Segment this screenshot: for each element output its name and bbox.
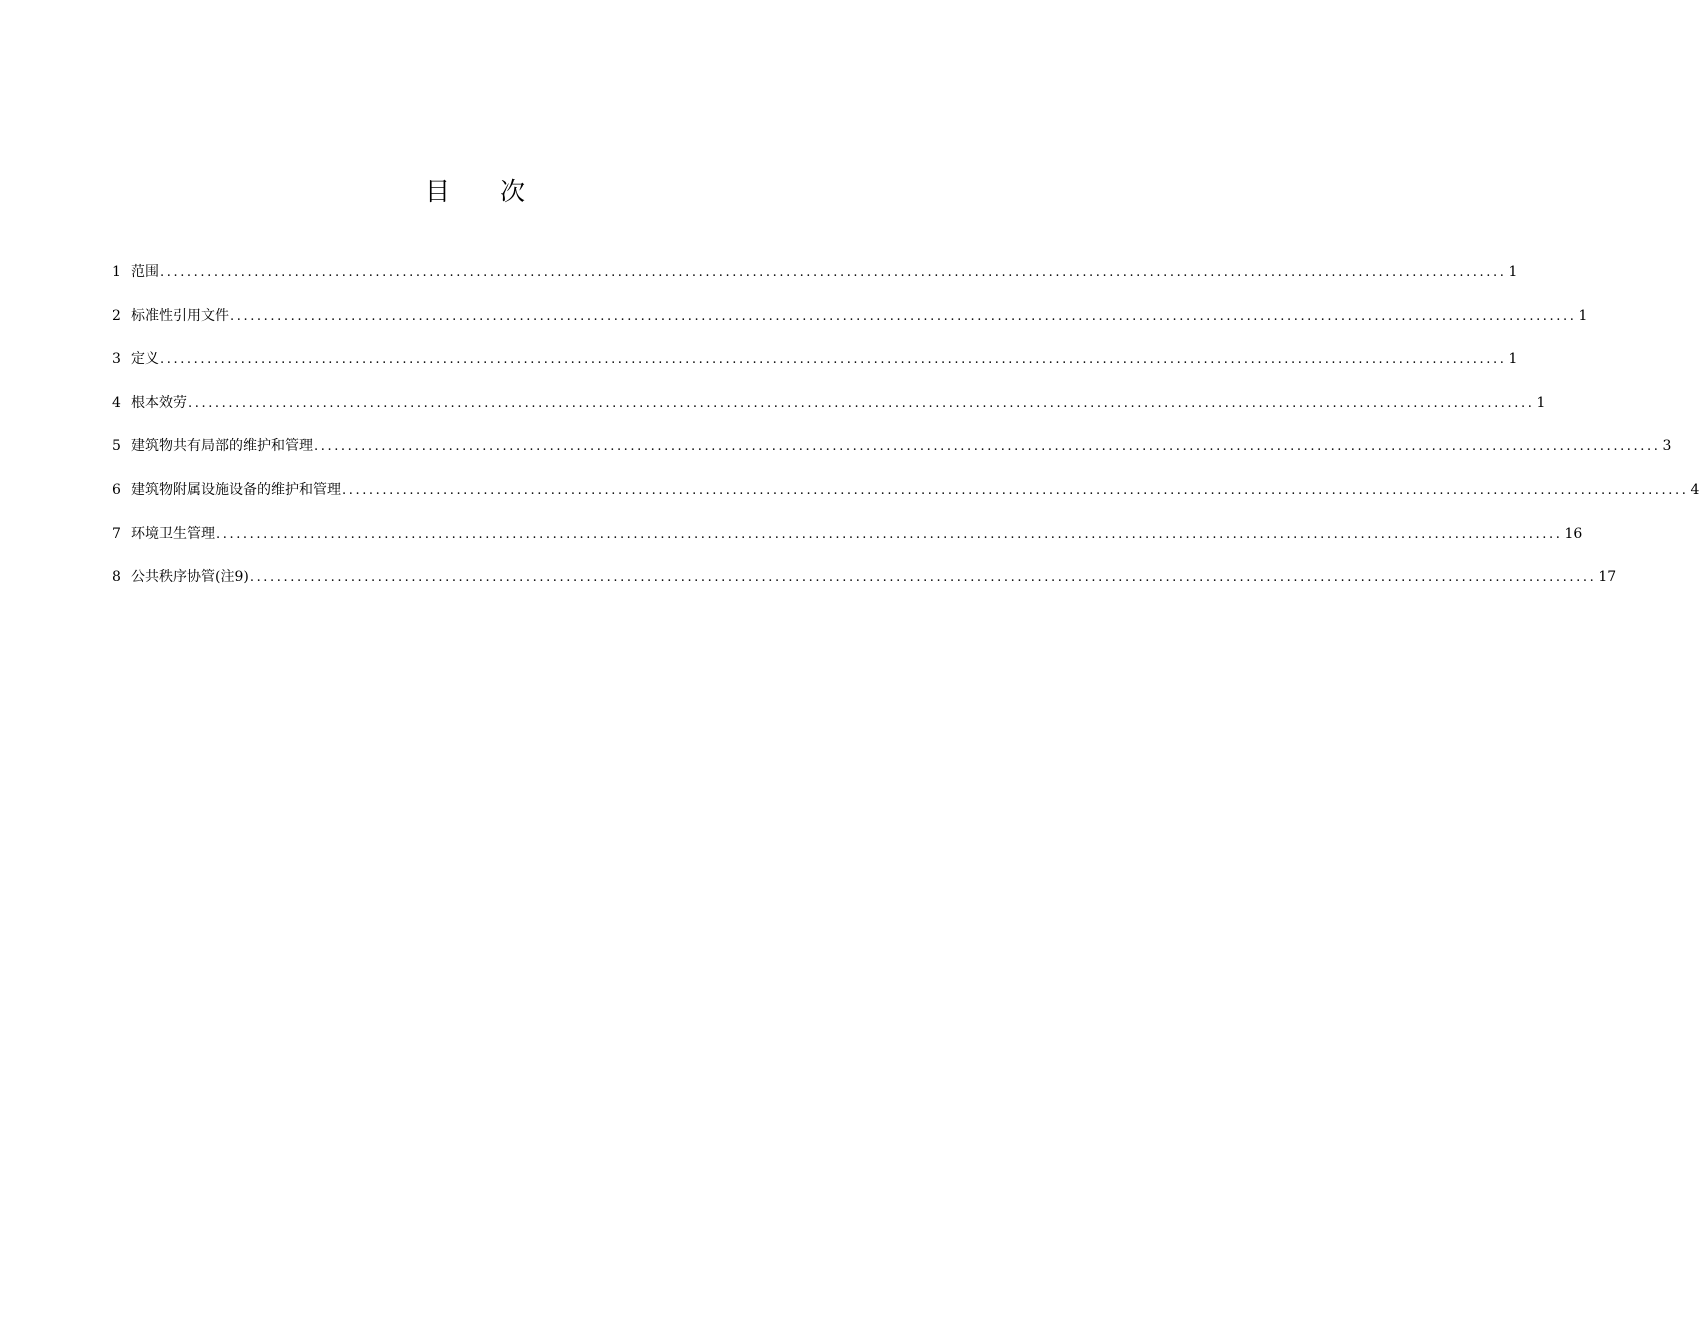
- toc-dot-leader: ........................................................................................................................................................................................................: [160, 265, 1507, 280]
- toc-entry-title: 公共秩序协管(注9): [131, 569, 249, 586]
- toc-entry-number: 4: [112, 394, 121, 411]
- toc-dot-leader: ........................................................................................................................................................................................................: [249, 570, 1597, 586]
- toc-entry-title: 定义: [131, 351, 159, 368]
- toc-entry-title: 建筑物共有局部的维护和管理: [131, 438, 313, 455]
- toc-entry-page: 1: [1536, 394, 1546, 411]
- toc-entry-7[interactable]: [112, 520, 1583, 564]
- toc-dot-leader: ........................................................................................................................................................................................................: [160, 352, 1507, 368]
- toc-entry-8[interactable]: [112, 563, 1617, 607]
- toc-entry-number: 8: [112, 569, 121, 586]
- toc-entry-title: 根本效劳: [131, 394, 187, 411]
- page-title: 目 次: [424, 177, 525, 206]
- toc-entry-page: 1: [1578, 307, 1588, 324]
- toc-entry-page: 1: [1508, 351, 1518, 368]
- toc-entry-number: 6: [112, 481, 121, 498]
- toc-entry-number: 2: [112, 307, 121, 324]
- toc-entry-1[interactable]: [112, 258, 1518, 302]
- toc-entry-6[interactable]: [112, 476, 1699, 520]
- toc-dot-leader: ........................................................................................................................................................................................................: [188, 395, 1535, 411]
- toc-entry-title: 建筑物附属设施设备的维护和管理: [131, 481, 341, 498]
- toc-dot-leader: ........................................................................................................................................................................................................: [314, 439, 1661, 455]
- toc-entry-page: 4: [1690, 481, 1699, 498]
- toc-dot-leader: ........................................................................................................................................................................................................: [342, 482, 1689, 498]
- toc-entry-number: 7: [112, 525, 121, 542]
- toc-dot-leader: ........................................................................................................................................................................................................: [216, 526, 1563, 542]
- toc-entry-page: 16: [1564, 525, 1583, 542]
- toc-entry-number: 5: [112, 438, 121, 455]
- toc-entry-number: 1: [112, 264, 121, 280]
- toc-dot-leader: ........................................................................................................................................................................................................: [230, 308, 1577, 324]
- toc-entry-title: 标准性引用文件: [131, 307, 229, 324]
- toc-entry-page: 3: [1662, 438, 1672, 455]
- toc-entry-title: 环境卫生管理: [131, 525, 215, 542]
- table-of-contents: [112, 258, 1699, 607]
- toc-entry-4[interactable]: [112, 389, 1546, 433]
- toc-entry-2[interactable]: [112, 302, 1588, 346]
- toc-entry-page: 1: [1508, 264, 1518, 280]
- toc-entry-5[interactable]: [112, 432, 1672, 476]
- toc-entry-3[interactable]: [112, 345, 1518, 389]
- toc-entry-title: 范围: [131, 264, 159, 280]
- toc-entry-number: 3: [112, 351, 121, 368]
- toc-entry-page: 17: [1598, 569, 1617, 586]
